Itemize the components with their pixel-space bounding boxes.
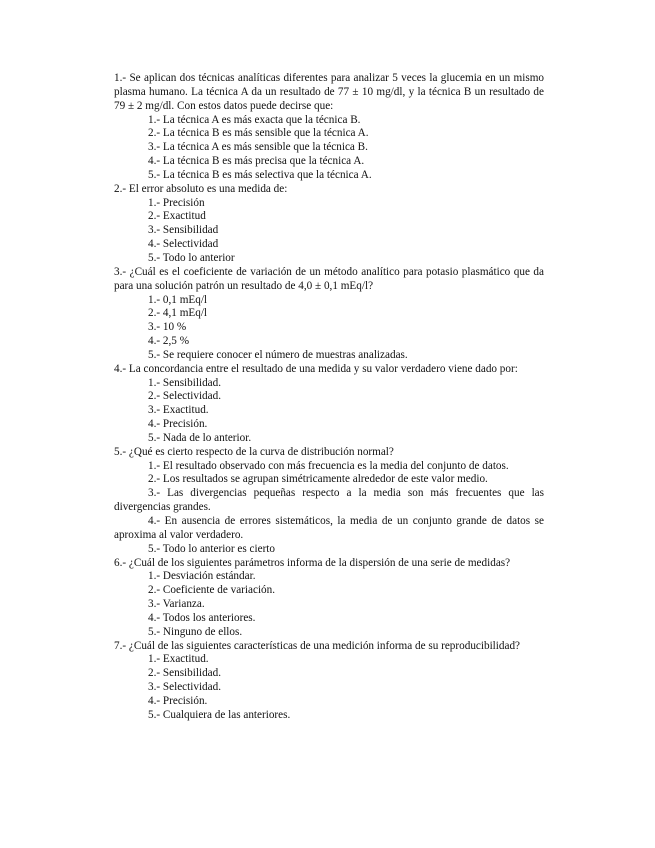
question-stem: 6.- ¿Cuál de los siguientes parámetros informa de la dispersión de una serie de medidas? [114,556,511,569]
answer-option: 5.- Nada de lo anterior. [148,431,252,444]
answer-option: 5.- Cualquiera de las anteriores. [148,708,291,721]
answer-option: 4.- Precisión. [148,418,208,431]
question-stem: 3.- ¿Cuál es el coeficiente de variación de un método analítico para potasio plasmático que da para una solución patrón un resultado de 4,0 ± 0,1 mEq/l? [114,265,544,292]
answer-option: 3.- La técnica A es más sensible que la técnica B. [148,141,368,154]
answer-option: 5.- Ninguno de ellos. [148,625,243,638]
question-stem: 2.- El error absoluto es una medida de: [114,182,288,195]
answer-option: 4.- La técnica B es más precisa que la técnica A. [148,155,365,168]
answer-option: 2.- Exactitud [148,210,206,223]
answer-option: 5.- La técnica B es más selectiva que la técnica A. [148,168,372,181]
answer-option: 3.- Selectividad. [148,681,222,694]
question-6 [114,557,544,640]
answer-option: 3.- Exactitud. [148,404,209,417]
answer-option: 1.- La técnica A es más exacta que la técnica B. [148,113,361,126]
answer-option: 2.- Los resultados se agrupan simétricamente alrededor de este valor medio. [148,473,488,486]
answer-option: 4.- Todos los anteriores. [148,611,256,624]
answer-option: 2.- 4,1 mEq/l [148,307,208,320]
answer-option: 2.- Sensibilidad. [148,667,222,680]
question-stem: 5.- ¿Qué es cierto respecto de la curva de distribución normal? [114,445,394,458]
answer-option: 4.- En ausencia de errores sistemáticos, la media de un conjunto grande de datos se aproxima al valor verdadero. [114,515,544,541]
answer-option: 1.- Precisión [148,196,205,209]
question-stem: 1.- Se aplican dos técnicas analíticas diferentes para analizar 5 veces la glucemia en un mismo plasma humano. La técnica A da un resultado de 77 ± 10 mg/dl, y la técnica B un resultado de 79 ± 2 mg/dl. Con estos datos puede decirse que: [114,72,544,112]
document-page [114,72,544,723]
question-3 [114,266,544,363]
question-1 [114,72,544,183]
answer-option: 3.- 10 % [148,321,187,334]
answer-option: 5.- Se requiere conocer el número de muestras analizadas. [148,348,408,361]
answer-option: 3.- Varianza. [148,598,205,611]
answer-option: 5.- Todo lo anterior es cierto [148,542,276,555]
answer-option: 1.- El resultado observado con más frecuencia es la media del conjunto de datos. [148,459,509,472]
answer-option: 5.- Todo lo anterior [148,251,235,264]
answer-option: 4.- Selectividad [148,238,219,251]
question-4 [114,363,544,446]
question-7 [114,640,544,723]
question-stem: 4.- La concordancia entre el resultado de una medida y su valor verdadero viene dado por: [114,362,518,375]
question-stem: 7.- ¿Cuál de las siguientes características de una medición informa de su reproducibilidad? [114,639,521,652]
answer-option: 4.- 2,5 % [148,335,190,348]
answer-option: 4.- Precisión. [148,694,208,707]
answer-option: 1.- Sensibilidad. [148,376,222,389]
answer-option: 2.- Coeficiente de variación. [148,584,276,597]
answer-option: 3.- Las divergencias pequeñas respecto a la media son más frecuentes que las divergencias grandes. [114,487,544,514]
answer-option: 3.- Sensibilidad [148,224,219,237]
answer-option: 2.- La técnica B es más sensible que la técnica A. [148,127,369,140]
answer-option: 1.- Desviación estándar. [148,570,256,583]
question-2 [114,183,544,266]
answer-option: 1.- Exactitud. [148,653,209,666]
answer-option: 1.- 0,1 mEq/l [148,293,208,306]
question-5 [114,446,544,557]
answer-option: 2.- Selectividad. [148,390,222,403]
